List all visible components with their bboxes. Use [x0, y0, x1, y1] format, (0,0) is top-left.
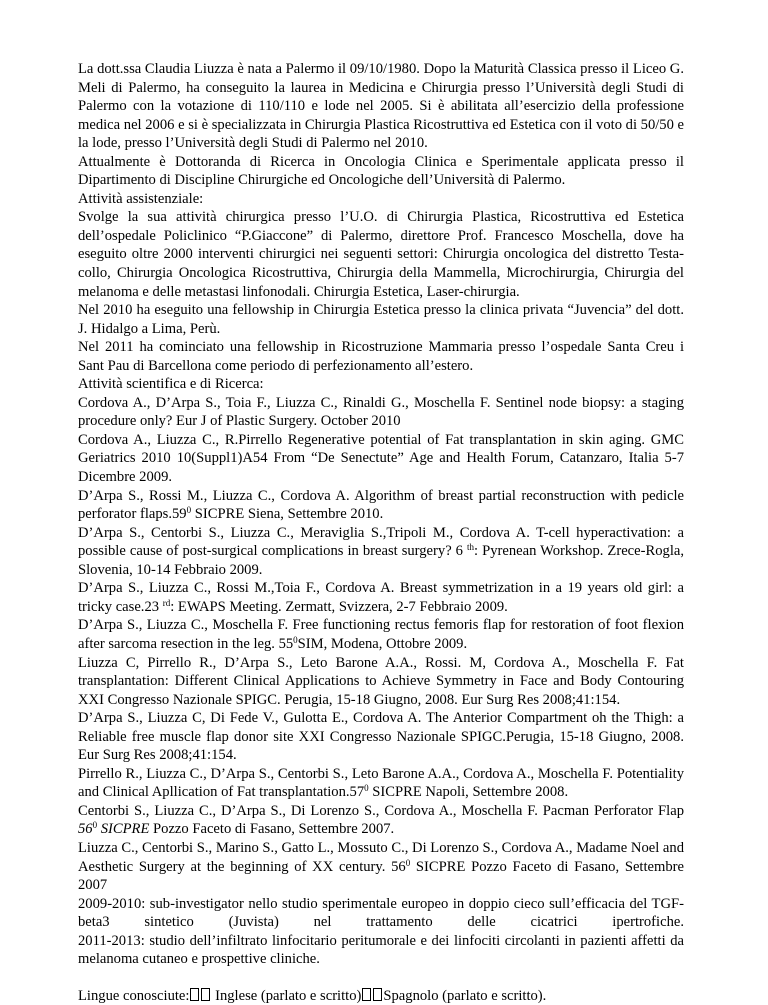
assist-paragraph-lima: Nel 2010 ha eseguito una fellowship in Chirurgia Estetica presso la clinica privata “Juvencia” del dott. J. Hidalgo a Lima, Perù.: [78, 302, 684, 337]
study-item-juvista: 2009-2010: sub-investigator nello studio sperimentale europeo in doppio cieco sull’efficacia del TGF-beta3 sintetico (Juvista) nel trattamento delle cicatrici ipertrofiche.: [78, 895, 684, 931]
assist-heading: Attività assistenziale:: [78, 190, 204, 207]
research-item: D’Arpa S., Rossi M., Liuzza C., Cordova A. Algorithm of breast partial reconstruction with pedicle perforator $flaps.59^0$ SICPRE Siena, Settembre 2010.: [78, 487, 684, 523]
assist-paragraph-barcelona: Nel 2011 ha cominciato una fellowship in Ricostruzione Mammaria presso l’ospedale Santa Creu i Sant Pau di Barcellona come periodo di perfezionamento all’estero.: [78, 339, 684, 374]
language-english: Inglese (parlato e scritto): [211, 987, 362, 1004]
research-item: D’Arpa S., Liuzza C., Moschella F. Free functioning rectus femoris flap for restoration of foot flexion after sarcoma resection in the leg. $55^0SIM$, Modena, Ottobre 2009.: [78, 617, 684, 652]
research-item: Liuzza C, Pirrello R., D’Arpa S., Leto Barone A.A., Rossi. M, Cordova A., Moschella F. Fat transplantation: Different Clinical Applications to Achieve Symmetry in Face and Body Contouring XXI Congresso Nazionale SPIGC. Perugia, 15-18 Giugno, 2008. Eur Surg Res 2008;41:154.: [78, 654, 684, 708]
research-item: Pirrello R., Liuzza C., D’Arpa S., Centorbi S., Leto Barone A.A., Cordova A., Moschella F. Potentiality and Clinical Apllication of Fat $transplantation.57^0$ SICPRE Napoli, Settembre 2008.: [78, 765, 684, 801]
research-item: Cordova A., Liuzza C., R.Pirrello Regenerative potential of Fat transplantation in skin aging. GMC Geriatrics 2010 10(Suppl1)A54 From “De Senectute” Age and Health Forum, Catanzaro, Italia 5-7 Dicembre 2009.: [78, 431, 684, 486]
missing-glyph-icon: [201, 988, 210, 1001]
research-item: D’Arpa S., Centorbi S., Liuzza C., Meraviglia S.,Tripoli M., Cordova A. T-cell hyperactivation: a possible cause of post-surgical complications in breast surgery? 6 $^{th}$: Pyrenean Workshop. Zrece-Rogla, Slovenia, 10-14 Febbraio 2009.: [78, 524, 685, 578]
language-spanish: Spagnolo (parlato e scritto).: [383, 987, 547, 1004]
missing-glyph-icon: [190, 988, 199, 1001]
research-item: Cordova A., D’Arpa S., Toia F., Liuzza C., Rinaldi G., Moschella F. Sentinel node biopsy: a staging procedure only? Eur J of Plastic Surgery. October 2010: [78, 394, 684, 430]
study-item-melanoma: 2011-2013: studio dell’infiltrato linfocitario peritumorale e dei linfociti circolanti in pazienti affetti da melanoma cutaneo e prospettive cliniche.: [78, 932, 684, 968]
research-item: D’Arpa S., Liuzza C., Rossi M.,Toia F., Cordova A. Breast symmetrization in a 19 years old girl: a tricky case.23 $^{rd}$: EWAPS Meeting. Zermatt, Svizzera, 2-7 Febbraio 2009.: [78, 580, 684, 615]
bio-paragraph-birth: La dott.ssa Claudia Liuzza è nata a Palermo il 09/10/1980. Dopo la Maturità Classica presso il Liceo G. Meli di Palermo, ha conseguito la laurea in Medicina e Chirurgia presso l’Università degli Studi di Palermo con la votazione di 110/110 e lode nel 2005. Si è abilitata all’esercizio della professione medica nel 2006 e si è specializzata in Chirurgia Plastica Ricostruttiva ed Estetica con il voto di 50/50 e la lode, presso l’Università degli Studi di Palermo nel 2010.: [78, 61, 685, 152]
research-item: D’Arpa S., Liuzza C, Di Fede V., Gulotta E., Cordova A. The Anterior Compartment oh the Thigh: a Reliable free muscle flap donor site XXI Congresso Nazionale SPIGC.Perugia, 15-18 Giugno, 2008. Eur Surg Res 2008;41:154.: [78, 710, 684, 764]
missing-glyph-icon: [373, 988, 382, 1001]
research-item: Liuzza C., Centorbi S., Marino S., Gatto L., Mossuto C., Di Lorenzo S., Cordova A., Madame Noel and Aesthetic Surgery at the beginning of XX century. $56^0$ SICPRE Pozzo Faceto di Fasano, Settembre 2007: [78, 839, 684, 894]
cv-document: [78, 60, 684, 1005]
missing-glyph-icon: [362, 988, 371, 1001]
bio-paragraph-phd: Attualmente è Dottoranda di Ricerca in Oncologia Clinica e Sperimentale applicata presso il Dipartimento di Discipline Chirurgiche ed Oncologiche dell’Università di Palermo.: [78, 153, 684, 189]
languages-line: [78, 987, 684, 1005]
assist-paragraph-activity: Svolge la sua attività chirurgica presso l’U.O. di Chirurgia Plastica, Ricostruttiva ed Estetica dell’ospedale Policlinico “P.Giaccone” di Palermo, direttore Prof. Francesco Moschella, dove ha eseguito oltre 2000 interventi chirurgici nei seguenti settori: Chirurgia oncologica del distretto Testa-collo, Chirurgia Oncologica Ricostruttiva, Chirurgia della Mammella, Microchirurgia, Chirurgia del melanoma e delle metastasi linfonodali. Chirurgia Estetica, Laser-chirurgia.: [78, 209, 684, 300]
languages-label: Lingue conosciute:: [78, 987, 190, 1004]
research-item: Centorbi S., Liuzza C., D’Arpa S., Di Lorenzo S., Cordova A., Moschella F. Pacman Perforator Flap $56^0$ SICPRE Pozzo Faceto di Fasano, Settembre 2007.: [78, 802, 684, 838]
research-heading: Attività scientifica e di Ricerca:: [78, 376, 264, 393]
